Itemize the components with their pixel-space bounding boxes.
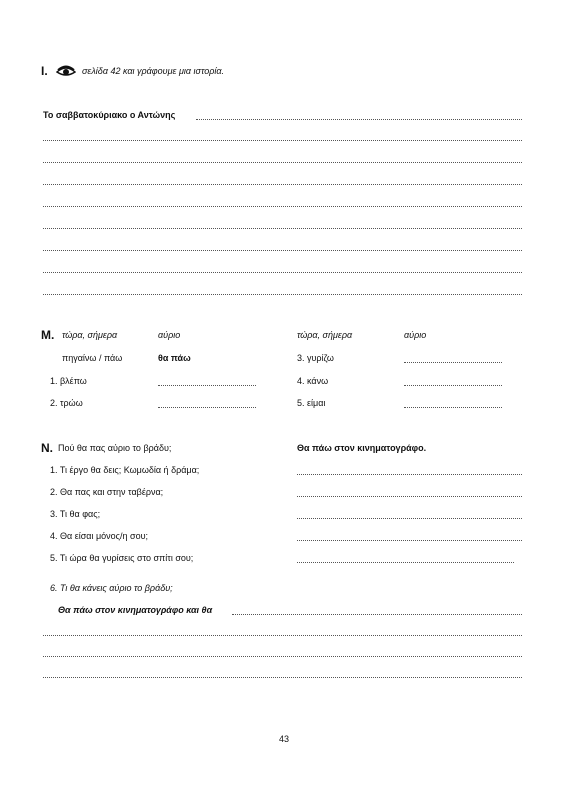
- answer-line[interactable]: [297, 518, 522, 519]
- answer-line[interactable]: [297, 496, 522, 497]
- question-item-6: 6. Τι θα κάνεις αύριο το βράδυ;: [50, 583, 173, 593]
- story-line[interactable]: [43, 272, 522, 273]
- verb-item: 5. είμαι: [297, 398, 326, 408]
- story-line[interactable]: [43, 140, 522, 141]
- eye-icon: [56, 64, 76, 78]
- section-n-letter: N.: [41, 441, 53, 455]
- section-i-letter: I.: [41, 64, 48, 78]
- story-line[interactable]: [196, 119, 522, 120]
- answer-blank[interactable]: [404, 362, 502, 363]
- answer-line[interactable]: [297, 562, 514, 563]
- story-line[interactable]: [43, 184, 522, 185]
- answer-blank[interactable]: [404, 407, 502, 408]
- section-i-instruction: σελίδα 42 και γράφουμε μια ιστορία.: [82, 66, 225, 76]
- example-verb: πηγαίνω / πάω: [62, 353, 123, 363]
- question-item: 5. Τι ώρα θα γυρίσεις στο σπίτι σου;: [50, 553, 194, 563]
- answer-line[interactable]: [43, 656, 522, 657]
- story-line[interactable]: [43, 162, 522, 163]
- verb-item: 4. κάνω: [297, 376, 329, 386]
- question-item: 1. Τι έργο θα δεις; Κωμωδία ή δράμα;: [50, 465, 200, 475]
- col1-header-now: τώρα, σήμερα: [62, 330, 118, 340]
- story-line[interactable]: [43, 206, 522, 207]
- section-m-letter: M.: [41, 328, 55, 342]
- story-line[interactable]: [43, 228, 522, 229]
- col1-header-tomorrow: αύριο: [158, 330, 181, 340]
- answer-line[interactable]: [43, 635, 522, 636]
- verb-item: 1. βλέπω: [50, 376, 87, 386]
- answer-line[interactable]: [232, 614, 522, 615]
- verb-item: 2. τρώω: [50, 398, 83, 408]
- col2-header-tomorrow: αύριο: [404, 330, 427, 340]
- answer-line[interactable]: [297, 474, 522, 475]
- answer-blank[interactable]: [158, 385, 256, 386]
- example-answer: θα πάω: [158, 353, 191, 363]
- answer-line[interactable]: [43, 677, 522, 678]
- section-n-answer: Θα πάω στον κινηματογράφο.: [297, 443, 427, 453]
- story-line[interactable]: [43, 294, 522, 295]
- answer-blank[interactable]: [404, 385, 502, 386]
- question-item: 4. Θα είσαι μόνος/η σου;: [50, 531, 149, 541]
- answer-line[interactable]: [297, 540, 522, 541]
- item6-start: Θα πάω στον κινηματογράφο και θα: [58, 605, 213, 615]
- page-number: 43: [279, 734, 290, 744]
- question-item: 2. Θα πας και στην ταβέρνα;: [50, 487, 164, 497]
- answer-blank[interactable]: [158, 407, 256, 408]
- verb-item: 3. γυρίζω: [297, 353, 334, 363]
- section-n-question: Πού θα πας αύριο το βράδυ;: [58, 443, 172, 453]
- story-start: Το σαββατοκύριακο ο Αντώνης: [43, 110, 176, 120]
- col2-header-now: τώρα, σήμερα: [297, 330, 353, 340]
- question-item: 3. Τι θα φας;: [50, 509, 101, 519]
- story-line[interactable]: [43, 250, 522, 251]
